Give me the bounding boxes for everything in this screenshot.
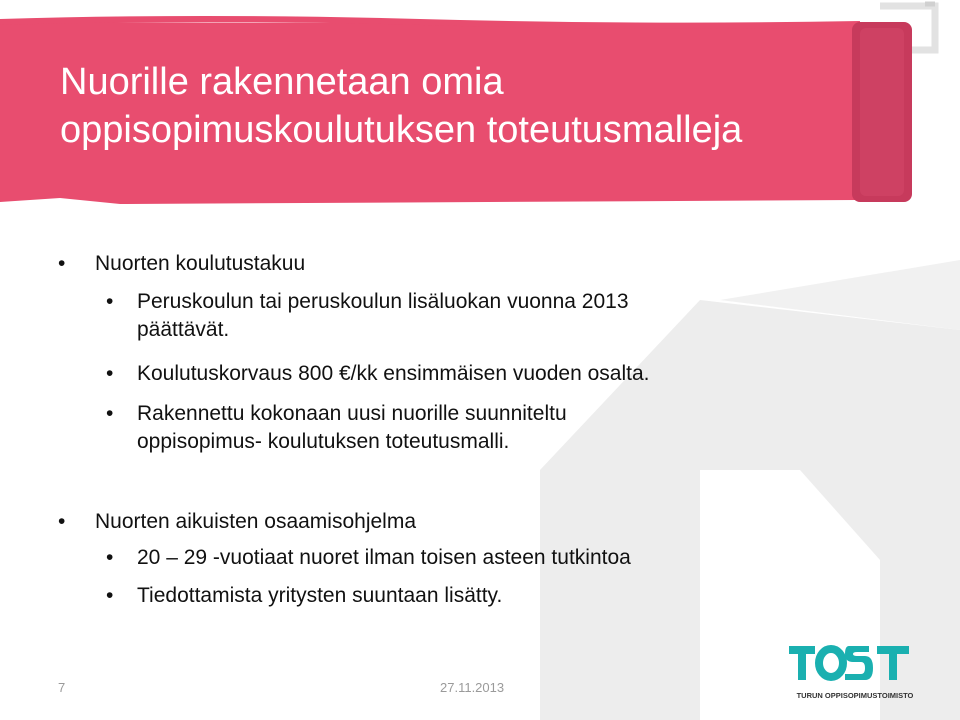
slide-title-line-2: oppisopimuskoulutuksen toteutusmalleja bbox=[60, 109, 743, 151]
bullet-text: 20 – 29 -vuotiaat nuoret ilman toisen asteen tutkintoa bbox=[137, 546, 631, 569]
sub-bullet-item bbox=[106, 544, 806, 572]
slide-title-line-1: Nuorille rakennetaan omia bbox=[60, 61, 504, 103]
bullet-dot: • bbox=[106, 546, 114, 569]
bullet-text-line: Rakennettu kokonaan uusi nuorille suunniteltu bbox=[137, 402, 567, 425]
sub-bullet-item bbox=[106, 400, 806, 456]
bullet-dot: • bbox=[106, 402, 114, 425]
bullet-text-line: päättävät. bbox=[137, 318, 230, 341]
bullet-dot: • bbox=[106, 584, 114, 607]
sub-bullet-item bbox=[106, 360, 806, 388]
bullet-dot: • bbox=[58, 510, 66, 533]
bullet-text: Tiedottamista yritysten suuntaan lisätty. bbox=[137, 584, 503, 607]
bullet-item bbox=[58, 508, 758, 536]
logo-subtitle: TURUN OPPISOPIMUSTOIMISTO bbox=[796, 691, 914, 700]
bullet-text-line: oppisopimus- koulutuksen toteutusmalli. bbox=[137, 430, 510, 453]
bullet-item bbox=[58, 250, 758, 278]
bullet-text: Nuorten koulutustakuu bbox=[95, 252, 306, 275]
bullet-dot: • bbox=[106, 362, 114, 385]
tost-logo-mark bbox=[789, 646, 909, 680]
bullet-text-line: Peruskoulun tai peruskoulun lisäluokan vuonna 2013 bbox=[137, 290, 629, 313]
bullet-dot: • bbox=[58, 252, 66, 275]
bullet-text: Nuorten aikuisten osaamisohjelma bbox=[95, 510, 416, 533]
slide-date: 27.11.2013 bbox=[440, 680, 505, 695]
sub-bullet-item bbox=[106, 582, 806, 610]
bullet-text: Koulutuskorvaus 800 €/kk ensimmäisen vuoden osalta. bbox=[137, 362, 650, 385]
tost-logo bbox=[785, 636, 925, 706]
sub-bullet-item bbox=[106, 288, 806, 344]
slide-number: 7 bbox=[58, 680, 66, 695]
bullet-dot: • bbox=[106, 290, 114, 313]
